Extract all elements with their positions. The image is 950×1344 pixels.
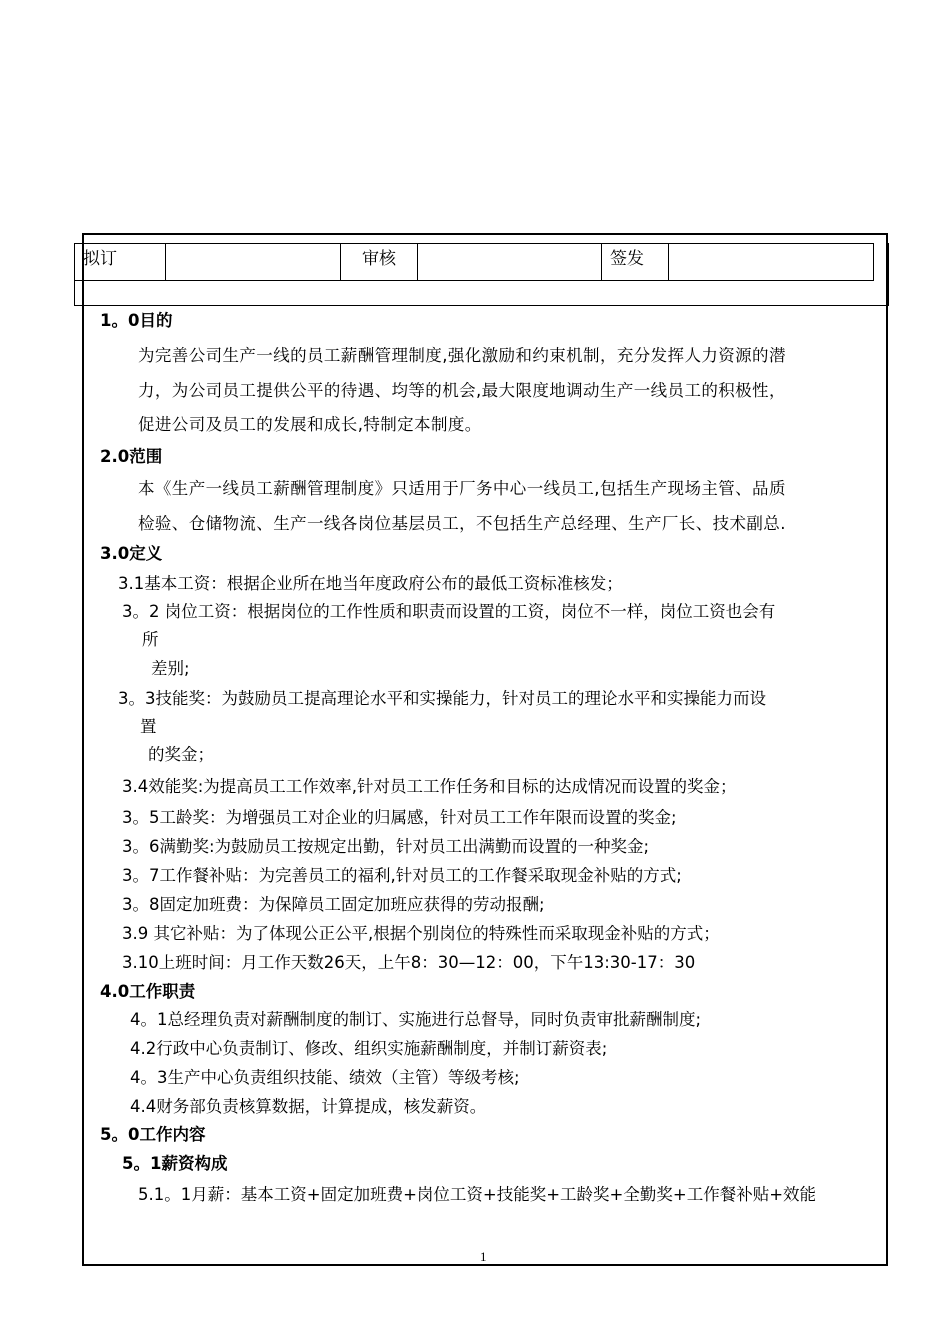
- def-3-8: 3。8固定加班费：为保障员工固定加班应获得的劳动报酬;: [122, 895, 545, 914]
- resp-4-2: 4.2行政中心负责制订、修改、组织实施薪酬制度，并制订薪资表;: [130, 1039, 608, 1058]
- section-1-line-2: 力，为公司员工提供公平的待遇、均等的机会,最大限度地调动生产一线员工的积极性，: [138, 381, 786, 400]
- def-3-1: 3.1基本工资：根据企业所在地当年度政府公布的最低工资标准核发；: [118, 574, 623, 593]
- section-1-line-3: 促进公司及员工的发展和成长,特制定本制度。: [138, 415, 482, 434]
- section-3-title: 3.0定义: [100, 544, 163, 563]
- def-3-9: 3.9 其它补贴：为了体现公正公平,根据个别岗位的特殊性而采取现金补贴的方式；: [122, 924, 720, 943]
- def-3-2-cont: 所: [142, 630, 159, 649]
- def-3-7: 3。7工作餐补贴：为完善员工的福利,针对员工的工作餐采取现金补贴的方式;: [122, 866, 682, 885]
- section-2-title: 2.0范围: [100, 447, 163, 466]
- def-3-3-cont: 置: [140, 717, 157, 736]
- review-label: 审核: [341, 244, 418, 281]
- def-3-2: 3。2 岗位工资：根据岗位的工作性质和职责而设置的工资，岗位不一样，岗位工资也会有: [122, 602, 776, 621]
- issue-label: 签发: [602, 244, 669, 281]
- section-2-line-1: 本《生产一线员工薪酬管理制度》只适用于厂务中心一线员工,包括生产现场主管、品质: [138, 479, 786, 498]
- draft-label: 拟订: [75, 244, 166, 281]
- header-border: [74, 243, 889, 306]
- def-3-5: 3。5工龄奖：为增强员工对企业的归属感，针对员工工作年限而设置的奖金;: [122, 808, 677, 827]
- section-4-title: 4.0工作职责: [100, 982, 196, 1001]
- def-3-3-end: 的奖金；: [148, 745, 214, 764]
- resp-4-3: 4。3生产中心负责组织技能、绩效（主管）等级考核;: [130, 1068, 520, 1087]
- item-5-1-1: 5.1。1月薪：基本工资+固定加班费+岗位工资+技能奖+工龄奖+全勤奖+工作餐补贴+效能: [138, 1185, 817, 1204]
- resp-4-1: 4。1总经理负责对薪酬制度的制订、实施进行总督导，同时负责审批薪酬制度;: [130, 1010, 702, 1029]
- section-5-title: 5。0工作内容: [100, 1125, 206, 1144]
- section-1-line-1: 为完善公司生产一线的员工薪酬管理制度,强化激励和约束机制，充分发挥人力资源的潜: [138, 346, 786, 365]
- section-1-title: 1。0目的: [100, 311, 173, 330]
- def-3-6: 3。6满勤奖:为鼓励员工按规定出勤，针对员工出满勤而设置的一种奖金;: [122, 837, 650, 856]
- section-5-1-title: 5。1薪资构成: [122, 1154, 228, 1173]
- def-3-4: 3.4效能奖:为提高员工工作效率,针对员工工作任务和目标的达成情况而设置的奖金；: [122, 777, 737, 796]
- section-2-line-2: 检验、仓储物流、生产一线各岗位基层员工，不包括生产总经理、生产厂长、技术副总.: [138, 514, 786, 533]
- def-3-2-end: 差别;: [151, 659, 190, 678]
- resp-4-4: 4.4财务部负责核算数据，计算提成，核发薪资。: [130, 1097, 487, 1116]
- page-number: 1: [480, 1249, 487, 1264]
- def-3-10: 3.10上班时间：月工作天数26天，上午8：30—12：00，下午13:30-17：30: [122, 953, 696, 972]
- def-3-3: 3。3技能奖：为鼓励员工提高理论水平和实操能力，针对员工的理论水平和实操能力而设: [118, 689, 766, 708]
